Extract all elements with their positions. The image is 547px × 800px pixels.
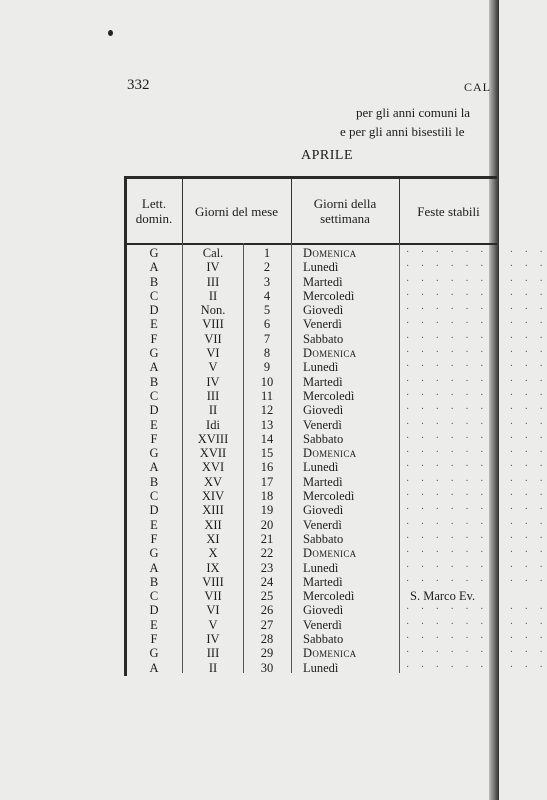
day-number: 16 <box>260 460 274 475</box>
dot-leader: · · · · · · · · · · <box>406 247 547 258</box>
day-number: 24 <box>260 574 274 589</box>
roman-date: IV <box>206 632 220 647</box>
dot-leader: · · · · · · · · · · <box>406 532 547 544</box>
day-number: 26 <box>260 603 274 618</box>
dominical-letter: E <box>150 317 158 332</box>
dot-leader: · · · · · · · · · · <box>406 318 547 330</box>
roman-date: IX <box>206 560 220 575</box>
weekday: Domenica <box>303 346 357 361</box>
dot-leader: · · · · · · · · · · <box>406 547 547 559</box>
dominical-letter: A <box>149 460 159 475</box>
day-number: 20 <box>260 517 274 532</box>
table-row <box>127 431 547 446</box>
weekday: Giovedì <box>303 503 344 518</box>
table-row <box>127 589 497 603</box>
day-number: 3 <box>263 274 271 289</box>
roman-date: XIV <box>201 489 225 504</box>
dominical-letter: B <box>149 374 159 389</box>
header-giorni-mese: Giorni del mese <box>194 203 279 219</box>
weekday: Lunedì <box>303 560 339 575</box>
weekday: Mercoledì <box>303 589 355 604</box>
weekday: Sabbato <box>303 531 344 546</box>
table-row <box>127 260 547 275</box>
dominical-letter: G <box>149 246 159 260</box>
dominical-letter: E <box>150 617 158 632</box>
day-number: 23 <box>260 560 274 575</box>
day-number: 11 <box>260 388 274 403</box>
weekday: Martedì <box>303 474 343 489</box>
table-row <box>127 317 547 332</box>
weekday: Venerdì <box>303 317 342 332</box>
table-header <box>127 179 497 245</box>
day-number: 25 <box>260 589 274 604</box>
table-row <box>127 517 547 532</box>
dominical-letter: B <box>149 274 159 289</box>
month-title: APRILE <box>301 148 353 163</box>
table-row <box>127 531 547 546</box>
dot-leader: · · · · · · · · · · <box>406 518 547 530</box>
day-number: 29 <box>260 646 274 661</box>
roman-date: IV <box>206 374 220 389</box>
table-row <box>127 288 547 303</box>
dot-leader: · · · · · · · · · · <box>406 261 547 273</box>
table-row <box>127 660 547 675</box>
dot-leader: · · · · · · · · · · <box>406 561 547 573</box>
dominical-letter: C <box>149 489 159 504</box>
table-row <box>127 246 547 260</box>
weekday: Domenica <box>303 546 357 561</box>
weekday: Domenica <box>303 446 357 461</box>
roman-date: II <box>208 660 218 675</box>
weekday: Giovedì <box>303 303 344 318</box>
weekday: Lunedì <box>303 260 339 275</box>
roman-date: VI <box>206 346 220 361</box>
table-row <box>127 346 547 361</box>
dominical-letter: C <box>149 589 159 604</box>
dot-leader: · · · · · · · · · · <box>406 418 547 430</box>
roman-date: XVI <box>201 460 225 475</box>
weekday: Domenica <box>303 246 357 260</box>
weekday: Sabbato <box>303 632 344 647</box>
day-number: 6 <box>263 317 271 332</box>
dot-leader: · · · · · · · · · · <box>406 289 547 301</box>
roman-date: III <box>206 388 220 403</box>
dominical-letter: E <box>150 517 158 532</box>
roman-date: X <box>208 546 218 561</box>
dominical-letter: F <box>150 531 158 546</box>
dominical-letter: A <box>149 660 159 675</box>
day-number: 22 <box>260 546 274 561</box>
table-row <box>127 617 547 632</box>
roman-date: II <box>208 288 218 303</box>
roman-date: XIII <box>202 503 224 518</box>
dominical-letter: G <box>149 446 159 461</box>
table-row <box>127 546 547 561</box>
day-number: 15 <box>260 446 274 461</box>
roman-date: II <box>208 403 218 418</box>
roman-date: VIII <box>202 317 224 332</box>
roman-date: IV <box>206 260 220 275</box>
weekday: Martedì <box>303 274 343 289</box>
table-row <box>127 403 547 418</box>
weekday: Sabbato <box>303 331 344 346</box>
roman-date: Idi <box>206 417 220 432</box>
dominical-letter: A <box>149 360 159 375</box>
table-row <box>127 574 547 589</box>
dot-leader: · · · · · · · · · · <box>406 604 547 616</box>
weekday: Lunedì <box>303 660 339 675</box>
weekday: Mercoledì <box>303 388 355 403</box>
roman-date: VIII <box>202 574 224 589</box>
day-number: 13 <box>260 417 274 432</box>
weekday: Giovedì <box>303 603 344 618</box>
weekday: Giovedì <box>303 403 344 418</box>
roman-date: III <box>206 274 220 289</box>
table-row <box>127 417 547 432</box>
dot-leader: · · · · · · · · · · <box>406 304 547 316</box>
day-number: 14 <box>260 431 274 446</box>
dot-leader: · · · · · · · · · · <box>406 347 547 359</box>
dot-leader: · · · · · · · · · · <box>406 618 547 630</box>
day-number: 18 <box>260 489 274 504</box>
table-row <box>127 303 547 318</box>
dot-leader: · · · · · · · · · · <box>406 475 547 487</box>
table-row <box>127 331 547 346</box>
running-head: CAL <box>464 80 491 94</box>
dot-leader: · · · · · · · · · · <box>406 647 547 659</box>
day-number: 27 <box>260 617 274 632</box>
feast-name: S. Marco Ev. <box>410 589 476 604</box>
page-number: 332 <box>127 77 150 93</box>
weekday: Mercoledì <box>303 288 355 303</box>
dominical-letter: B <box>149 574 159 589</box>
weekday: Venerdì <box>303 517 342 532</box>
roman-date: XI <box>206 531 220 546</box>
table-row <box>127 374 547 389</box>
dominical-letter: G <box>149 646 159 661</box>
day-number: 2 <box>263 260 271 275</box>
weekday: Venerdì <box>303 417 342 432</box>
dominical-letter: D <box>149 403 159 418</box>
table-row <box>127 503 547 518</box>
table-row <box>127 632 547 647</box>
dominical-letter: D <box>149 503 159 518</box>
dominical-letter: B <box>149 474 159 489</box>
roman-date: XVII <box>199 446 227 461</box>
header-giorni-settimana: Giorni della settimana <box>313 196 377 226</box>
dot-leader: · · · · · · · · · · <box>406 404 547 416</box>
weekday: Lunedì <box>303 460 339 475</box>
dominical-letter: A <box>149 260 159 275</box>
table-row <box>127 489 547 504</box>
day-number: 30 <box>260 660 274 675</box>
dominical-letter: F <box>150 331 158 346</box>
weekday: Sabbato <box>303 431 344 446</box>
table-row <box>127 474 547 489</box>
day-number: 10 <box>260 374 274 389</box>
intro-line-2: e per gli anni bisestili le <box>340 124 465 139</box>
dot-leader: · · · · · · · · · · <box>406 375 547 387</box>
weekday: Martedì <box>303 574 343 589</box>
day-number: 8 <box>263 346 271 361</box>
dot-leader: · · · · · · · · · · <box>406 575 547 587</box>
table-body <box>127 246 547 675</box>
table-row <box>127 560 547 575</box>
roman-date: VI <box>206 603 220 618</box>
roman-date: XII <box>204 517 222 532</box>
header-feste: Feste stabili <box>417 203 480 219</box>
dominical-letter: D <box>149 303 159 318</box>
dot-leader: · · · · · · · · · · <box>406 490 547 502</box>
dot-leader: · · · · · · · · · · <box>406 389 547 401</box>
dominical-letter: G <box>149 546 159 561</box>
table-row <box>127 646 547 661</box>
dot-leader: · · · · · · · · · · <box>406 361 547 373</box>
table-row <box>127 446 547 461</box>
dot-leader: · · · · · · · · · · <box>406 661 547 673</box>
roman-date: XV <box>203 474 223 489</box>
dot-leader: · · · · · · · · · · <box>406 504 547 516</box>
day-number: 7 <box>263 331 271 346</box>
day-number: 19 <box>260 503 274 518</box>
roman-date: XVIII <box>197 431 229 446</box>
table-row <box>127 274 547 289</box>
table-row <box>127 388 547 403</box>
dominical-letter: F <box>150 431 158 446</box>
dominical-letter: E <box>150 417 158 432</box>
roman-date: VII <box>204 589 222 604</box>
header-letter: Lett. domin. <box>135 196 173 226</box>
dominical-letter: C <box>149 288 159 303</box>
day-number: 5 <box>263 303 271 318</box>
dot-leader: · · · · · · · · · · <box>406 461 547 473</box>
ink-speck <box>108 30 113 36</box>
roman-date: V <box>208 360 218 375</box>
day-number: 9 <box>263 360 271 375</box>
roman-date: VII <box>204 331 222 346</box>
roman-date: V <box>208 617 218 632</box>
dominical-letter: C <box>149 388 159 403</box>
weekday: Domenica <box>303 646 357 661</box>
dot-leader: · · · · · · · · · · <box>406 633 547 645</box>
weekday: Martedì <box>303 374 343 389</box>
day-number: 21 <box>260 531 274 546</box>
dot-leader: · · · · · · · · · · <box>406 447 547 459</box>
roman-date: Non. <box>200 303 226 318</box>
calendar-table <box>124 176 547 676</box>
day-number: 1 <box>263 246 271 260</box>
day-number: 17 <box>260 474 274 489</box>
dominical-letter: A <box>149 560 159 575</box>
table-row <box>127 460 547 475</box>
dot-leader: · · · · · · · · · · <box>406 275 547 287</box>
table-row <box>127 603 547 618</box>
day-number: 4 <box>263 288 271 303</box>
dominical-letter: F <box>150 632 158 647</box>
dot-leader: · · · · · · · · · · <box>406 332 547 344</box>
dominical-letter: D <box>149 603 159 618</box>
day-number: 12 <box>260 403 274 418</box>
day-number: 28 <box>260 632 274 647</box>
roman-date: III <box>206 646 220 661</box>
weekday: Mercoledì <box>303 489 355 504</box>
intro-line-1: per gli anni comuni la <box>356 105 471 120</box>
dot-leader: · · · · · · · · · · <box>406 432 547 444</box>
weekday: Lunedì <box>303 360 339 375</box>
table-row <box>127 360 547 375</box>
roman-date: Cal. <box>202 246 224 260</box>
weekday: Venerdì <box>303 617 342 632</box>
dominical-letter: G <box>149 346 159 361</box>
